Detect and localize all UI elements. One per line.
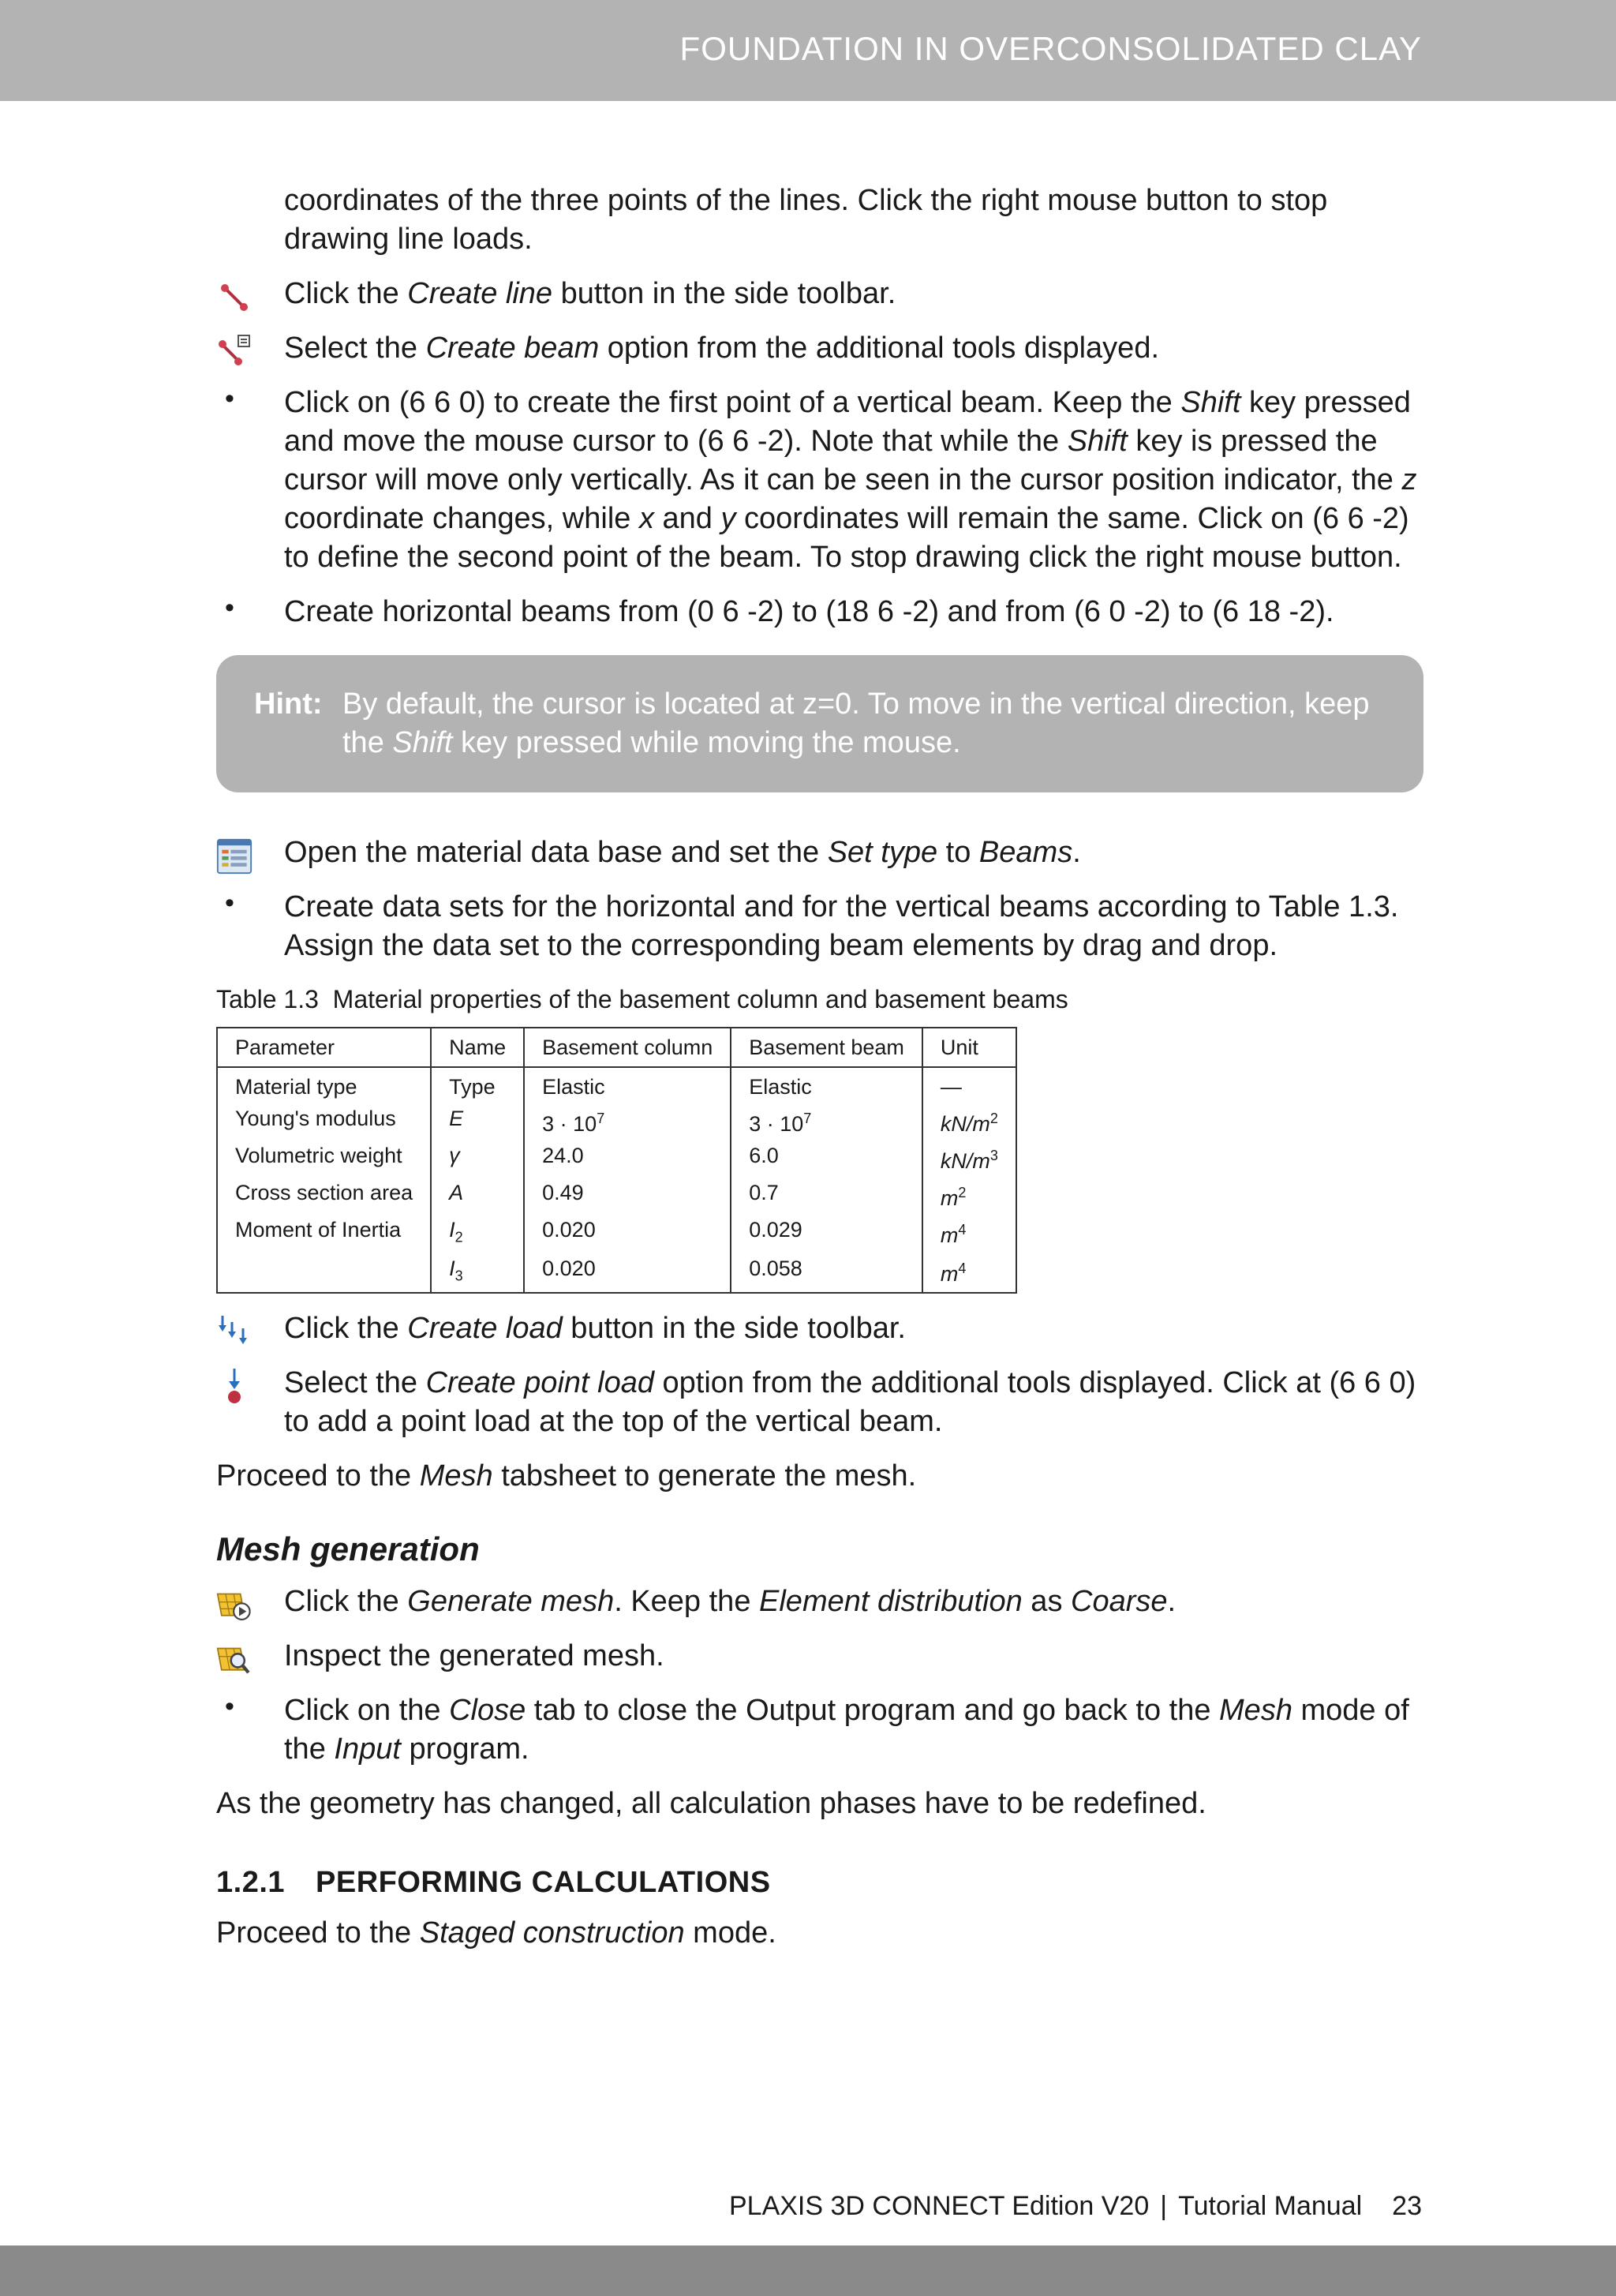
table-cell [922, 1177, 1016, 1214]
key-name: Shift [1180, 386, 1241, 419]
unit-base: kN/m [940, 1112, 990, 1136]
bullet-icon: • [225, 593, 234, 623]
tab-name: Mesh [419, 1459, 493, 1493]
table-cell: 0.49 [524, 1177, 731, 1214]
table-cell: Elastic [731, 1067, 922, 1103]
symbol: I [449, 1257, 455, 1281]
table-row [217, 1067, 1016, 1103]
axis-name: x [638, 502, 654, 535]
table-number: Table 1.3 [216, 985, 319, 1013]
page-number: 23 [1392, 2191, 1422, 2221]
step-create-point-load [216, 1364, 1423, 1441]
step-text: Click the [284, 1311, 408, 1345]
table-cell [431, 1214, 524, 1253]
bullet-text: tab to close the Output program and go back to the [526, 1693, 1220, 1727]
step-text: Open the material data base and set the [284, 836, 828, 869]
unit-base: kN/m [940, 1149, 990, 1173]
table-caption [216, 983, 1423, 1016]
table-header-cell: Unit [922, 1028, 1016, 1067]
table-cell: — [922, 1067, 1016, 1103]
table-cell [922, 1140, 1016, 1177]
step-text: Click the [284, 277, 408, 310]
bullet-text: key pressed and move the mouse cursor to (6 6 -2). Note that while the [284, 386, 1411, 458]
key-name: Shift [1067, 425, 1128, 458]
footer-product: PLAXIS 3D CONNECT Edition V20 [728, 2191, 1150, 2221]
step-text: button in the side toolbar. [562, 1311, 906, 1345]
field-name: Set type [827, 836, 938, 869]
step-text: Inspect the generated mesh. [284, 1639, 664, 1672]
table-cell: Material type [217, 1067, 431, 1103]
step-create-load [216, 1309, 1423, 1348]
table-row [217, 1103, 1016, 1140]
table-cell: Elastic [524, 1067, 731, 1103]
table-cell [922, 1214, 1016, 1253]
paragraph-text: mode. [684, 1916, 776, 1950]
symbol: I [449, 1218, 455, 1242]
step-text: . Keep the [614, 1584, 760, 1618]
table-row [217, 1177, 1016, 1214]
hint-text [342, 685, 1386, 762]
program-name: Input [334, 1732, 401, 1766]
footer-separator: | [1160, 2191, 1168, 2221]
table-cell [431, 1140, 524, 1177]
table-header-cell: Basement beam [731, 1028, 922, 1067]
running-header-title: FOUNDATION IN OVERCONSOLIDATED CLAY [679, 30, 1422, 67]
hint-box [216, 655, 1423, 792]
table-cell: 0.020 [524, 1214, 731, 1253]
unit-exponent: 3 [989, 1148, 998, 1163]
step-generate-mesh [216, 1582, 1423, 1621]
material-properties-table [216, 1027, 1017, 1294]
paragraph-text: Proceed to the [216, 1459, 420, 1493]
tab-name: Close [449, 1693, 526, 1727]
create-beam-icon [216, 332, 252, 369]
symbol: E [449, 1107, 464, 1130]
table-cell: Type [431, 1067, 524, 1103]
bullet-text: coordinate changes, while [284, 502, 639, 535]
bullet-close-output [216, 1691, 1423, 1769]
table-cell: Volumetric weight [217, 1140, 431, 1177]
mode-name: Staged construction [419, 1916, 685, 1950]
bullet-text: program. [400, 1732, 529, 1766]
key-name: Shift [392, 726, 453, 759]
proceed-mesh-paragraph [216, 1457, 1423, 1496]
section-number: 1.2.1 [216, 1865, 286, 1899]
option-name: Element distribution [759, 1584, 1023, 1618]
table-cell [217, 1253, 431, 1292]
table-cell: 24.0 [524, 1140, 731, 1177]
generate-mesh-icon [216, 1586, 252, 1622]
symbol-subscript: 3 [454, 1268, 463, 1284]
value-base: 3 · 10 [542, 1112, 597, 1136]
unit-base: m [940, 1262, 959, 1287]
step-text: Click the [284, 1584, 408, 1618]
option-name: Beams [978, 836, 1073, 869]
tool-name: Create beam [425, 331, 600, 365]
value-exponent: 7 [803, 1111, 812, 1126]
unit-exponent: 2 [958, 1185, 967, 1200]
tool-name: Generate mesh [407, 1584, 615, 1618]
axis-name: y [720, 502, 736, 535]
table-row [217, 1253, 1016, 1292]
step-create-line [216, 275, 1423, 313]
step-text: button in the side toolbar. [552, 277, 896, 310]
bullet-text: Click on (6 6 0) to create the first point of a vertical beam. Keep the [284, 386, 1181, 419]
step-text: Select the [284, 1365, 426, 1399]
table-header-cell: Parameter [217, 1028, 431, 1067]
table-header-row [217, 1028, 1016, 1067]
footer-manual: Tutorial Manual [1178, 2191, 1363, 2221]
view-mesh-icon [216, 1640, 252, 1676]
hint-text-part: By default, the cursor is located at z=0. To move in the vertical direction, keep the [342, 687, 1370, 759]
section-title: PERFORMING CALCULATIONS [316, 1865, 771, 1899]
table-cell: Young's modulus [217, 1103, 431, 1140]
option-value: Coarse [1071, 1584, 1168, 1618]
table-cell [731, 1103, 922, 1140]
step-text: option from the additional tools displayed. Click at (6 6 0) to add a point load at the top of the vertical beam. [284, 1365, 1416, 1438]
staged-construction-paragraph [216, 1914, 1423, 1953]
step-inspect-mesh [216, 1637, 1423, 1676]
paragraph-text: Proceed to the [216, 1916, 420, 1950]
tool-name: Create line [407, 277, 553, 310]
table-cell: Cross section area [217, 1177, 431, 1214]
mode-name: Mesh [1219, 1693, 1292, 1727]
unit-exponent: 4 [958, 1260, 967, 1277]
table-cell [922, 1103, 1016, 1140]
table-cell: 0.7 [731, 1177, 922, 1214]
table-row [217, 1140, 1016, 1177]
bullet-text: Create data sets for the horizontal and for the vertical beams according to Table 1.3. Assign the data set to the corresponding beam elements by drag and drop. [284, 890, 1399, 962]
unit-base: m [940, 1186, 959, 1210]
bullet-text: mode of the [284, 1693, 1409, 1766]
table-cell [431, 1177, 524, 1214]
symbol: γ [449, 1144, 460, 1167]
point-load-icon [216, 1367, 252, 1403]
continued-paragraph: coordinates of the three points of the lines. Click the right mouse button to stop drawing line loads. [284, 184, 1328, 256]
step-text: as [1022, 1584, 1071, 1618]
table-title: Material properties of the basement column and basement beams [332, 985, 1068, 1013]
unit-exponent: 4 [958, 1222, 967, 1238]
table-cell [431, 1103, 524, 1140]
bullet-icon: • [225, 384, 234, 414]
table-cell: Moment of Inertia [217, 1214, 431, 1253]
bullet-create-data-sets [216, 888, 1423, 965]
footer-bar [0, 2245, 1616, 2296]
paragraph-text: tabsheet to generate the mesh. [492, 1459, 917, 1493]
tool-name: Create point load [425, 1365, 654, 1399]
bullet-horizontal-beams [216, 593, 1423, 631]
bullet-text: Create horizontal beams from (0 6 -2) to (18 6 -2) and from (6 0 -2) to (6 18 -2). [284, 595, 1334, 628]
bullet-icon: • [225, 1691, 234, 1721]
bullet-text: coordinates will remain the same. Click on (6 6 -2) to define the second point of the beam. To stop drawing click the right mouse button. [284, 502, 1409, 574]
page-footer [729, 2191, 1422, 2222]
symbol-subscript: 2 [454, 1229, 463, 1245]
step-material-database [216, 833, 1423, 872]
bullet-icon: • [225, 888, 234, 918]
bullet-text: and [653, 502, 721, 535]
table-cell [922, 1253, 1016, 1292]
table-header-cell: Name [431, 1028, 524, 1067]
bullet-text: key is pressed the cursor will move only vertically. As it can be seen in the cursor position indicator, the [284, 425, 1402, 496]
table-cell: 6.0 [731, 1140, 922, 1177]
bullet-vertical-beam [216, 384, 1423, 577]
table-cell: 0.020 [524, 1253, 731, 1292]
create-line-icon [216, 278, 252, 314]
symbol: A [449, 1181, 464, 1204]
step-create-beam [216, 329, 1423, 368]
table-cell [524, 1103, 731, 1140]
table-cell [431, 1253, 524, 1292]
header-bar [0, 0, 1616, 101]
page-content [216, 182, 1423, 1953]
mesh-generation-heading: Mesh generation [216, 1530, 480, 1567]
axis-name: z [1401, 463, 1417, 496]
unit-base: m [940, 1223, 959, 1247]
value-exponent: 7 [597, 1111, 605, 1126]
step-text: to [937, 836, 979, 869]
table-cell: 0.058 [731, 1253, 922, 1292]
tool-name: Create load [407, 1311, 563, 1345]
table-cell: 0.029 [731, 1214, 922, 1253]
create-load-icon [216, 1313, 252, 1349]
geometry-note: As the geometry has changed, all calculation phases have to be redefined. [216, 1786, 1206, 1820]
table-header-cell: Basement column [524, 1028, 731, 1067]
hint-label: Hint: [254, 687, 323, 721]
bullet-text: Click on the [284, 1693, 450, 1727]
unit-exponent: 2 [989, 1111, 998, 1126]
hint-text-part: key pressed while moving the mouse. [452, 726, 961, 759]
step-text: option from the additional tools displayed. [599, 331, 1160, 365]
step-text: . [1167, 1584, 1176, 1618]
section-heading [216, 1866, 1423, 1900]
step-text: Select the [284, 331, 426, 365]
step-text: . [1072, 836, 1081, 869]
material-database-icon [216, 837, 252, 873]
table-row [217, 1214, 1016, 1253]
value-base: 3 · 10 [749, 1112, 804, 1136]
